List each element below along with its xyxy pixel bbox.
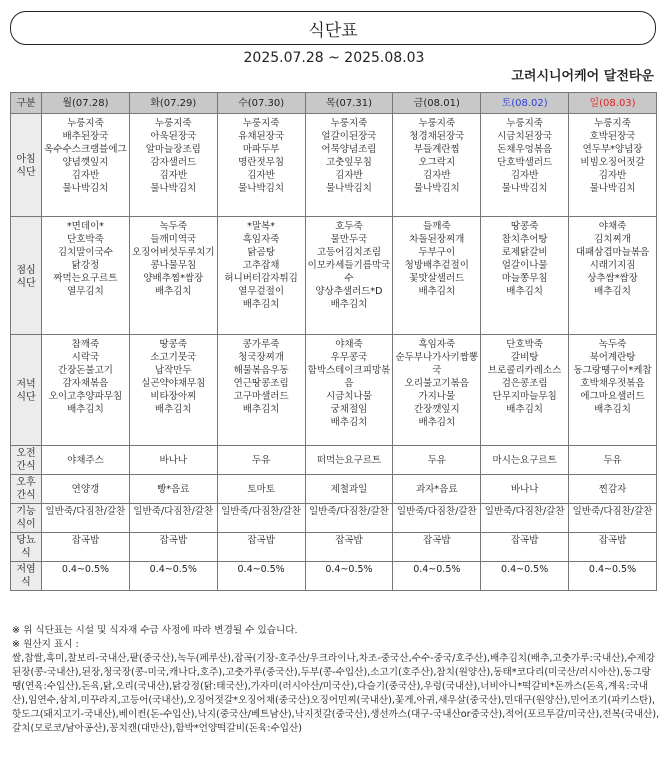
menu-cell: 일반죽/다짐찬/갈찬 <box>217 504 305 533</box>
menu-cell: 잡곡밥 <box>305 533 393 562</box>
menu-cell <box>393 335 481 446</box>
menu-dish: 누룽지죽 <box>67 118 104 129</box>
notes-section <box>12 624 660 736</box>
menu-cell: 0.4~0.5% <box>42 562 130 591</box>
menu-cell: 두유 <box>393 446 481 475</box>
header-day-sat: 토(08.02) <box>481 93 569 114</box>
menu-dish: 오이고추양파무침 <box>48 391 123 402</box>
menu-dish: 납작만두 <box>154 365 192 376</box>
menu-dish: 청방배추겉절이 <box>404 260 469 271</box>
menu-dish: 마파두부 <box>242 144 280 155</box>
menu-cell <box>569 114 657 217</box>
menu-dish: 단호박샐러드 <box>497 157 553 168</box>
menu-dish: 에그마요샐러드 <box>580 391 645 402</box>
header-day-wed: 수(07.30) <box>217 93 305 114</box>
menu-dish: 비빔오징어젓갈 <box>580 157 645 168</box>
row-label-lunch: 점심식단 <box>11 217 42 335</box>
menu-cell: 0.4~0.5% <box>305 562 393 591</box>
menu-dish: 시락국 <box>71 352 100 363</box>
menu-dish: 두부구이 <box>418 247 456 258</box>
menu-dish: 배추김치 <box>154 404 192 415</box>
menu-cell: 떠먹는요구르트 <box>305 446 393 475</box>
menu-dish: 단호박죽 <box>506 339 543 350</box>
menu-dish: 땅콩죽 <box>159 339 188 350</box>
menu-cell: 야채주스 <box>42 446 130 475</box>
menu-dish: *말복* <box>247 221 276 232</box>
menu-dish: 배추김치 <box>506 404 543 415</box>
page-title: 식단표 <box>308 20 358 41</box>
menu-dish: 김자반 <box>247 170 275 181</box>
row-label-breakfast: 아침식단 <box>11 114 42 217</box>
menu-dish: 오그락지 <box>418 157 456 168</box>
menu-dish: 해물볶음우동 <box>233 365 289 376</box>
menu-dish: 고춧잎무침 <box>326 157 372 168</box>
header-day-tue: 화(07.29) <box>129 93 217 114</box>
menu-dish: 물만두국 <box>330 234 368 245</box>
row-label-pm-snack: 오후간식 <box>11 475 42 504</box>
menu-dish: 얼갈이나물 <box>501 260 548 271</box>
menu-dish: 순두부나가사키짬뽕국 <box>395 352 479 376</box>
menu-dish: 김자반 <box>335 170 363 181</box>
menu-dish: 배추김치 <box>506 286 543 297</box>
menu-dish: 김자반 <box>510 170 539 181</box>
menu-dish: 돈채우엉볶음 <box>497 144 553 155</box>
menu-cell: 0.4~0.5% <box>129 562 217 591</box>
menu-cell: 제철과일 <box>305 475 393 504</box>
menu-cell: 연양갱 <box>42 475 130 504</box>
menu-dish: 콩나물무침 <box>150 260 197 271</box>
menu-cell <box>129 217 217 335</box>
menu-dish: 녹두죽 <box>598 339 627 350</box>
menu-dish: 로제닭갈비 <box>501 247 548 258</box>
menu-dish: 김자반 <box>159 170 188 181</box>
menu-cell: 일반죽/다짐찬/갈찬 <box>42 504 130 533</box>
notes-origin-heading: ※ 원산지 표시 : <box>12 639 79 650</box>
menu-cell <box>393 114 481 217</box>
menu-dish: 호박채우젓볶음 <box>580 378 645 389</box>
menu-dish: *면데이* <box>66 221 104 232</box>
menu-cell: 일반죽/다짐찬/갈찬 <box>305 504 393 533</box>
row-label-diabetic: 당뇨식 <box>11 533 42 562</box>
menu-dish: 감자채볶음 <box>62 378 109 389</box>
menu-dish: 시금치나물 <box>326 391 372 402</box>
menu-cell: 바나나 <box>481 475 569 504</box>
menu-dish: 김자반 <box>423 170 451 181</box>
menu-dish: 우무콩국 <box>330 352 368 363</box>
pm-snack-row <box>11 475 657 504</box>
menu-cell: 0.4~0.5% <box>217 562 305 591</box>
functional-diet-row <box>11 504 657 533</box>
menu-cell: 찐감자 <box>569 475 657 504</box>
low-salt-diet-row <box>11 562 657 591</box>
am-snack-row <box>11 446 657 475</box>
menu-dish: 청국장찌개 <box>238 352 285 363</box>
row-label-dinner: 저녁식단 <box>11 335 42 446</box>
menu-cell: 과자*음료 <box>393 475 481 504</box>
menu-dish: 차돌된장찌개 <box>409 234 465 245</box>
menu-dish: 닭곰탕 <box>247 247 275 258</box>
menu-cell: 잡곡밥 <box>393 533 481 562</box>
header-day-sun: 일(08.03) <box>569 93 657 114</box>
menu-dish: 감자샐러드 <box>150 157 197 168</box>
menu-dish: 배추김치 <box>594 286 631 297</box>
menu-dish: 오리불고기볶음 <box>404 378 469 389</box>
menu-dish: 닭강정 <box>71 260 100 271</box>
menu-cell <box>217 114 305 217</box>
menu-cell <box>305 114 393 217</box>
menu-dish: 김치말이국수 <box>57 247 113 258</box>
menu-dish: 브로콜리카레소스 <box>487 365 562 376</box>
menu-dish: 열무김치 <box>67 286 104 297</box>
menu-cell <box>129 114 217 217</box>
menu-dish: 물나박김치 <box>413 183 460 194</box>
menu-dish: 배추김치 <box>418 286 456 297</box>
menu-dish: 허니버터감자튀김 <box>224 273 298 284</box>
menu-dish: 들깨미역국 <box>150 234 197 245</box>
menu-dish: 연근땅콩조림 <box>233 378 289 389</box>
menu-cell <box>393 217 481 335</box>
menu-cell: 0.4~0.5% <box>393 562 481 591</box>
menu-dish: 북어계란탕 <box>589 352 636 363</box>
menu-dish: 소고기뭇국 <box>150 352 197 363</box>
menu-dish: 배추김치 <box>330 417 368 428</box>
menu-dish: 땅콩죽 <box>510 221 539 232</box>
menu-cell: 일반죽/다짐찬/갈찬 <box>481 504 569 533</box>
menu-dish: 연두부*양념장 <box>582 144 643 155</box>
menu-dish: 유채된장국 <box>238 131 285 142</box>
header-day-thu: 목(07.31) <box>305 93 393 114</box>
menu-dish: 누룽지죽 <box>418 118 456 129</box>
menu-dish: 알마늘장조림 <box>145 144 201 155</box>
menu-dish: 누룽지죽 <box>330 118 368 129</box>
header-day-mon: 월(07.28) <box>42 93 130 114</box>
menu-dish: 참깨죽 <box>71 339 100 350</box>
dinner-row <box>11 335 657 446</box>
menu-cell: 잡곡밥 <box>217 533 305 562</box>
menu-dish: 단호박죽 <box>67 234 104 245</box>
menu-cell <box>481 217 569 335</box>
menu-dish: 상추쌈*쌈장 <box>587 273 638 284</box>
menu-dish: 시금치된장국 <box>497 131 553 142</box>
menu-dish: 물나박김치 <box>326 183 372 194</box>
menu-dish: 명란젓무침 <box>238 157 285 168</box>
menu-dish: 물나박김치 <box>238 183 285 194</box>
menu-dish: 대패삼겹마늘볶음 <box>575 247 650 258</box>
menu-dish: 갈비탕 <box>510 352 539 363</box>
menu-dish: 호박된장국 <box>589 131 636 142</box>
menu-cell: 0.4~0.5% <box>481 562 569 591</box>
menu-dish: 단무지마늘무침 <box>492 391 557 402</box>
menu-dish: 배추김치 <box>242 299 280 310</box>
menu-dish: 양상추샐러드*D <box>315 286 383 297</box>
menu-dish: 함박스테이크피망볶음 <box>307 365 391 389</box>
menu-cell <box>305 335 393 446</box>
menu-dish: 간장돈불고기 <box>57 365 113 376</box>
menu-cell: 일반죽/다짐찬/갈찬 <box>569 504 657 533</box>
menu-dish: 얼갈이된장국 <box>321 131 377 142</box>
menu-dish: 흑임자죽 <box>418 339 456 350</box>
menu-dish: 고구마샐러드 <box>233 391 289 402</box>
breakfast-row <box>11 114 657 217</box>
menu-cell: 잡곡밥 <box>569 533 657 562</box>
notes-origin-list: 쌀,찹쌀,흑미,찰보리-국내산,팥(중국산),녹두(페루산),잡곡(기장-호주산/우크라이나,차조-중국산,수수-중국/호주산),배추김치(배추,고춧가루:국내산),수제강된장(콩-국내산),된장,청국장(콩-미국,캐나다,호주),고춧가루(중국산),두부(콩-수입산),소고기(호주산),참치(원양산),동태*코다리(미국산/러시아산),동그랑땡(연육:수입산),돈육,닭,오리(국내산),닭강정(닭:태국산),가자미(러시아산/미국산),다슬기(중국산),우렁(국내산),너비아니*떡갈비*돈까스(돈육,계육:국내산),임연수,삼치,미꾸라지,고등어(국내산),오징어젓갈*오징어채(중국산)오징어민찌(국내산),꽃게,아귀,새우살(중국산),민대구(원양산),민어조기(파키스탄),핫도그(돼지고기-국내산),베이컨(돈-수입산),낙지(중국산/베트남산),낙지젓갈(중국산),생선까스(대구-국내산or중국산),적어(포르투갈/미국산),전복(국내산),갈치(모로코/남아공산),꽁치캔(대만산),함박*언양떡갈비(돈육:수입산) <box>12 653 660 734</box>
menu-cell: 일반죽/다짐찬/갈찬 <box>129 504 217 533</box>
menu-dish: 누룽지죽 <box>242 118 280 129</box>
header-corner: 구분 <box>11 93 42 114</box>
menu-dish: 고추잡채 <box>242 260 280 271</box>
menu-dish: 배추된장국 <box>62 131 109 142</box>
date-range: 2025.07.28 ~ 2025.08.03 <box>243 50 425 66</box>
menu-dish: 배추김치 <box>154 286 192 297</box>
menu-dish: 궁채절임 <box>330 404 368 415</box>
menu-dish: 부들계란찜 <box>413 144 460 155</box>
menu-dish: 김자반 <box>598 170 627 181</box>
menu-dish: 비타장아찌 <box>150 391 197 402</box>
menu-cell <box>42 114 130 217</box>
menu-dish: 검은콩조림 <box>501 378 548 389</box>
menu-cell: 잡곡밥 <box>481 533 569 562</box>
menu-dish: 시래기지짐 <box>589 260 636 271</box>
menu-dish: 마늘쫑무침 <box>501 273 548 284</box>
menu-dish: 꽃맛살샐러드 <box>409 273 465 284</box>
menu-dish: 가지나물 <box>418 391 456 402</box>
menu-cell: 토마토 <box>217 475 305 504</box>
menu-cell: 두유 <box>569 446 657 475</box>
menu-dish: 열무겉절이 <box>238 286 285 297</box>
menu-cell <box>42 217 130 335</box>
lunch-row <box>11 217 657 335</box>
menu-dish: 물나박김치 <box>501 183 548 194</box>
page-title-box <box>10 11 656 45</box>
menu-dish: 물나박김치 <box>589 183 636 194</box>
menu-cell <box>305 217 393 335</box>
menu-table <box>10 92 657 591</box>
menu-dish: 누룽지죽 <box>506 118 543 129</box>
menu-dish: 간장깻잎지 <box>413 404 460 415</box>
menu-dish: 청경채된장국 <box>409 131 465 142</box>
menu-cell <box>129 335 217 446</box>
facility-name: 고려시니어케어 달전타운 <box>511 69 654 84</box>
menu-dish: 녹두죽 <box>159 221 188 232</box>
diabetic-diet-row <box>11 533 657 562</box>
menu-dish: 김치찌개 <box>594 234 631 245</box>
menu-dish: 짜먹는요구르트 <box>53 273 118 284</box>
table-header-row <box>11 93 657 114</box>
menu-cell <box>217 217 305 335</box>
menu-dish: 야채죽 <box>598 221 627 232</box>
menu-dish: 어묵양념조림 <box>321 144 377 155</box>
menu-cell: 잡곡밥 <box>129 533 217 562</box>
row-label-am-snack: 오전간식 <box>11 446 42 475</box>
menu-dish: 들깨죽 <box>423 221 451 232</box>
menu-dish: 실곤약야채무침 <box>141 378 206 389</box>
menu-dish: 배추김치 <box>418 417 456 428</box>
menu-dish: 호두죽 <box>335 221 363 232</box>
menu-dish: 물나박김치 <box>62 183 109 194</box>
menu-cell: 빵*음료 <box>129 475 217 504</box>
menu-dish: 고등어김치조림 <box>316 247 382 258</box>
menu-cell <box>481 114 569 217</box>
menu-dish: 참치추어탕 <box>501 234 548 245</box>
menu-dish: 양배추찜*쌈장 <box>143 273 204 284</box>
menu-cell <box>569 335 657 446</box>
menu-dish: 흑임자죽 <box>242 234 280 245</box>
menu-cell: 바나나 <box>129 446 217 475</box>
menu-dish: 배추김치 <box>594 404 631 415</box>
menu-cell: 잡곡밥 <box>42 533 130 562</box>
menu-dish: 물나박김치 <box>150 183 197 194</box>
menu-dish: 오징어버섯두루치기 <box>131 247 215 258</box>
menu-dish: 동그랑땡구이*케찹 <box>573 365 652 376</box>
menu-dish: 김자반 <box>71 170 100 181</box>
menu-cell: 두유 <box>217 446 305 475</box>
menu-cell <box>481 335 569 446</box>
menu-dish: 양념깻잎지 <box>62 157 109 168</box>
menu-dish: 누룽지죽 <box>594 118 631 129</box>
menu-cell: 일반죽/다짐찬/갈찬 <box>393 504 481 533</box>
menu-dish: 배추김치 <box>67 404 104 415</box>
menu-dish: 이모카세들기름막국수 <box>307 260 391 284</box>
menu-dish: 배추김치 <box>242 404 280 415</box>
menu-dish: 야채죽 <box>335 339 363 350</box>
header-day-fri: 금(08.01) <box>393 93 481 114</box>
menu-cell: 마시는요구르트 <box>481 446 569 475</box>
notes-change-notice: ※ 위 식단표는 시설 및 식자재 수급 사정에 따라 변경될 수 있습니다. <box>12 625 298 636</box>
menu-dish: 옥수수스크램블에그 <box>44 144 127 155</box>
row-label-low-salt: 저염식 <box>11 562 42 591</box>
row-label-functional: 기능식이 <box>11 504 42 533</box>
menu-cell <box>569 217 657 335</box>
menu-dish: 콩가루죽 <box>242 339 280 350</box>
menu-dish: 아욱된장국 <box>150 131 197 142</box>
menu-cell <box>217 335 305 446</box>
menu-dish: 누룽지죽 <box>154 118 192 129</box>
menu-cell <box>42 335 130 446</box>
menu-cell: 0.4~0.5% <box>569 562 657 591</box>
menu-dish: 배추김치 <box>330 299 368 310</box>
